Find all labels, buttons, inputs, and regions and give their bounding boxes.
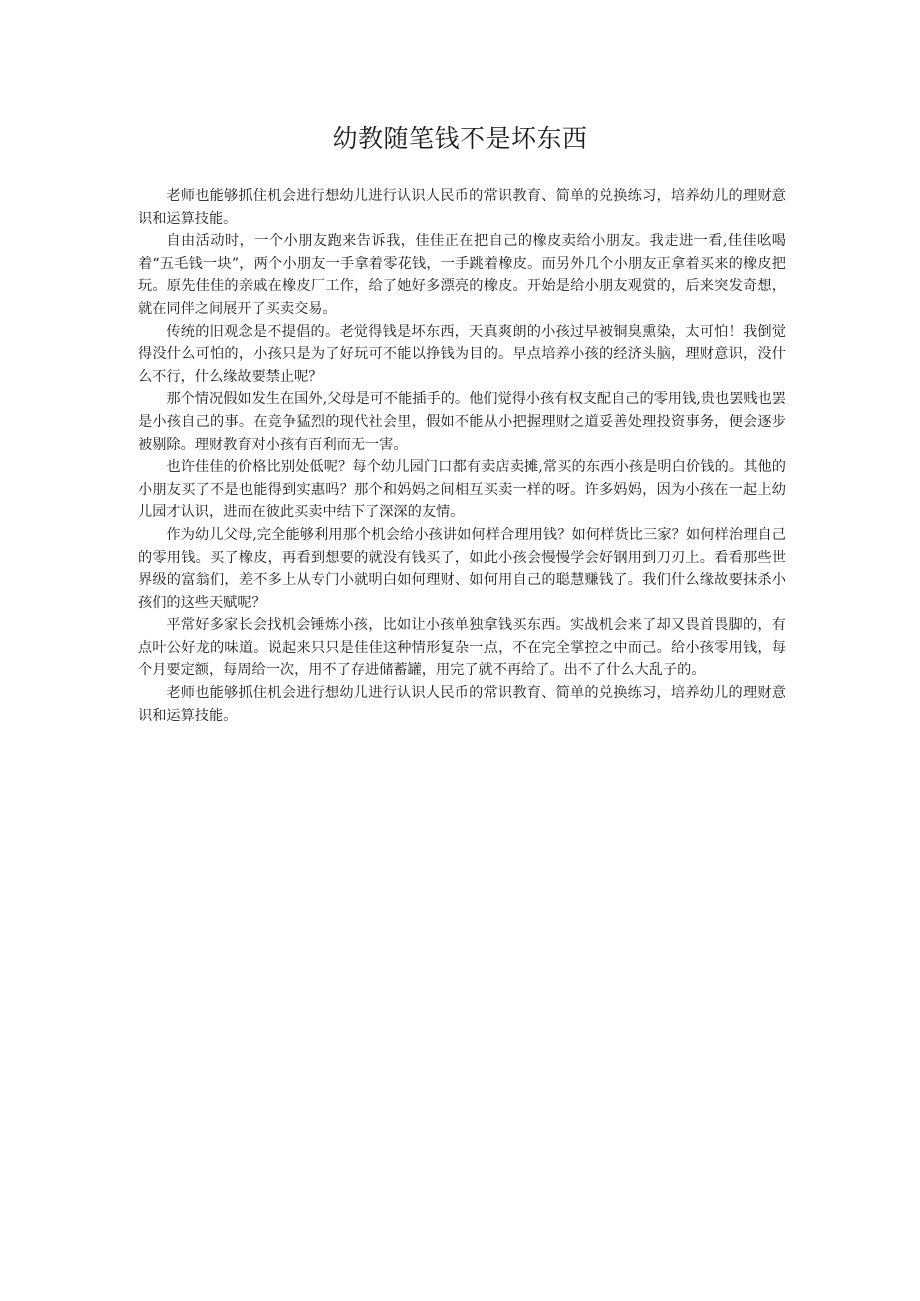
paragraph-1: 老师也能够抓住机会进行想幼儿进行认识人民币的常识教育、简单的兑换练习，培养幼儿的理财意识和运算技能。: [138, 188, 786, 227]
document-body: [138, 185, 786, 727]
paragraph-6: 作为幼儿父母,完全能够利用那个机会给小孩讲如何样合理用钱？如何样货比三家？如何样治理自己的零用钱。买了橡皮，再看到想要的就没有钱买了，如此小孩会慢慢学会好钢用到刀刃上。看看那些世界级的富翁们，差不多上从专门小就明白如何理财、如何用自己的聪慧赚钱了。我们什么缘故要抹杀小孩们的这些天赋呢？: [138, 526, 786, 611]
paragraph-5: 也许佳佳的价格比别处低呢？每个幼儿园门口都有卖店卖摊,常买的东西小孩是明白价钱的。其他的小朋友买了不是也能得到实惠吗？那个和妈妈之间相互买卖一样的呀。许多妈妈，因为小孩在一起上幼儿园才认识，进而在彼此买卖中结下了深深的友情。: [138, 459, 786, 521]
paragraph-3: 传统的旧观念是不提倡的。老觉得钱是坏东西，天真爽朗的小孩过早被铜臭熏染，太可怕！我倒觉得没什么可怕的，小孩只是为了好玩可不能以挣钱为目的。早点培养小孩的经济头脑，理财意识，没什么不行，什么缘故要禁止呢？: [138, 323, 786, 385]
paragraph-7: 平常好多家长会找机会锤炼小孩，比如让小孩单独拿钱买东西。实战机会来了却又畏首畏脚的，有点叶公好龙的味道。说起来只只是佳佳这种情形复杂一点，不在完全掌控之中而己。给小孩零用钱，每个月要定额，每周给一次，用不了存进储蓄罐，用完了就不再给了。出不了什么大乱子的。: [138, 617, 786, 679]
paragraph-2: 自由活动时，一个小朋友跑来告诉我，佳佳正在把自己的橡皮卖给小朋友。我走进一看,佳佳吆喝着“五毛钱一块”，两个小朋友一手拿着零花钱，一手跳着橡皮。而另外几个小朋友正拿着买来的橡皮把玩。原先佳佳的亲戚在橡皮厂工作，给了她好多漂亮的橡皮。开始是给小朋友观赏的，后来突发奇想，就在同伴之间展开了买卖交易。: [138, 233, 786, 317]
document-title: 幼教随笔钱不是坏东西: [332, 124, 588, 153]
paragraph-8: 老师也能够抓住机会进行想幼儿进行认识人民币的常识教育、简单的兑换练习，培养幼儿的理财意识和运算技能。: [138, 685, 786, 724]
paragraph-4: 那个情况假如发生在国外,父母是可不能插手的。他们觉得小孩有权支配自己的零用钱,贵也罢贱也罢是小孩自己的事。在竞争猛烈的现代社会里，假如不能从小把握理财之道妥善处理投资事务，便会逐步被剔除。理财教育对小孩有百利而无一害。: [138, 391, 786, 453]
